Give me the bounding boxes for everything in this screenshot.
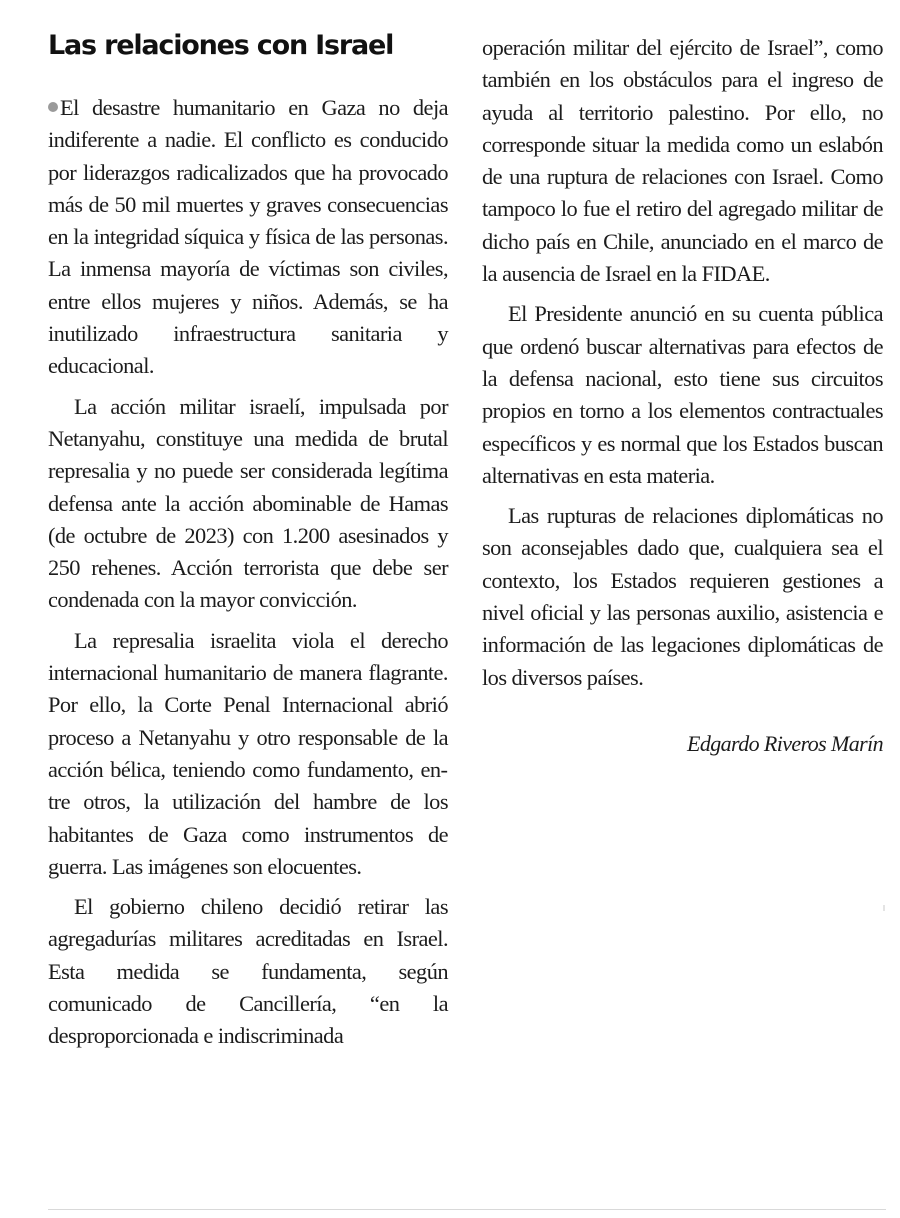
paragraph-1-text: El desastre humanitario en Gaza no deja indiferente a nadie. El conflicto es conducido por liderazgos radicalizados que ha provocado más de 50 mil muertes y graves consecuencias en la integridad síquica y física de las personas. La inmensa mayoría de víctimas son civiles, entre ellos mujeres y niños. Además, se ha inutilizado infraestructura sanitaria y educacional. bbox=[48, 95, 448, 379]
author-signature: Edgardo Riveros Marín bbox=[687, 730, 883, 756]
article-paragraph-1 bbox=[48, 92, 448, 383]
bottom-divider bbox=[48, 1209, 886, 1210]
article-paragraph-3: La represalia israelita viola el derecho internacional humanitario de manera flagrante. Por ello, la Corte Penal Internacional abrió proceso a Netanyahu y otro responsable de la acción bélica, teniendo como fundamento, entre otros, la utilización del hambre de los habitantes de Gaza como instrumentos de guerra. Las imágenes son elocuentes. bbox=[48, 627, 448, 879]
bullet-dot-icon bbox=[48, 102, 58, 112]
article-paragraph-4-continued: operación militar del ejército de Israel”, como también en los obstáculos para el ingreso de ayuda al territorio palestino. Por ello, no corresponde situar la medida como un eslabón de una ruptura de relaciones con Israel. Como tampoco lo fue el retiro del agregado militar de dicho país en Chile, anunciado en el marco de la ausencia de Israel en la FIDAE. bbox=[482, 35, 883, 287]
article-paragraph-5: El Presidente anunció en su cuenta pública que ordenó buscar alternativas para efectos de la defensa nacional, esto tiene sus circuitos propios en torno a los elementos contractuales específicos y es normal que los Estados buscan alternativas en esta materia. bbox=[482, 301, 883, 488]
article-headline: Las relaciones con Israel bbox=[48, 30, 394, 61]
right-column bbox=[482, 32, 883, 760]
article-paragraph-4: El gobierno chileno decidió retirar las agregadurías militares acreditadas en Israel. Esta medida se fundamenta, según comunicado de Cancillería, “en la desproporcionada e indiscriminada bbox=[48, 894, 448, 1049]
left-column bbox=[48, 28, 448, 1053]
article-paragraph-2: La acción militar israelí, impulsada por Netanyahu, constituye una medida de brutal represalia y no puede ser considerada legítima defensa ante la acción abominable de Hamas (de octubre de 2023) con 1.200 asesinados y 250 rehenes. Acción terrorista que debe ser condenada con la mayor convicción. bbox=[48, 393, 448, 613]
column-end-mark bbox=[883, 905, 885, 911]
article-paragraph-6: Las rupturas de relaciones diplomáticas no son aconsejables dado que, cualquiera sea el contexto, los Estados requieren gestiones a nivel oficial y las personas auxilio, asistencia e información de las legaciones diplomáticas de los diversos países. bbox=[482, 503, 883, 690]
